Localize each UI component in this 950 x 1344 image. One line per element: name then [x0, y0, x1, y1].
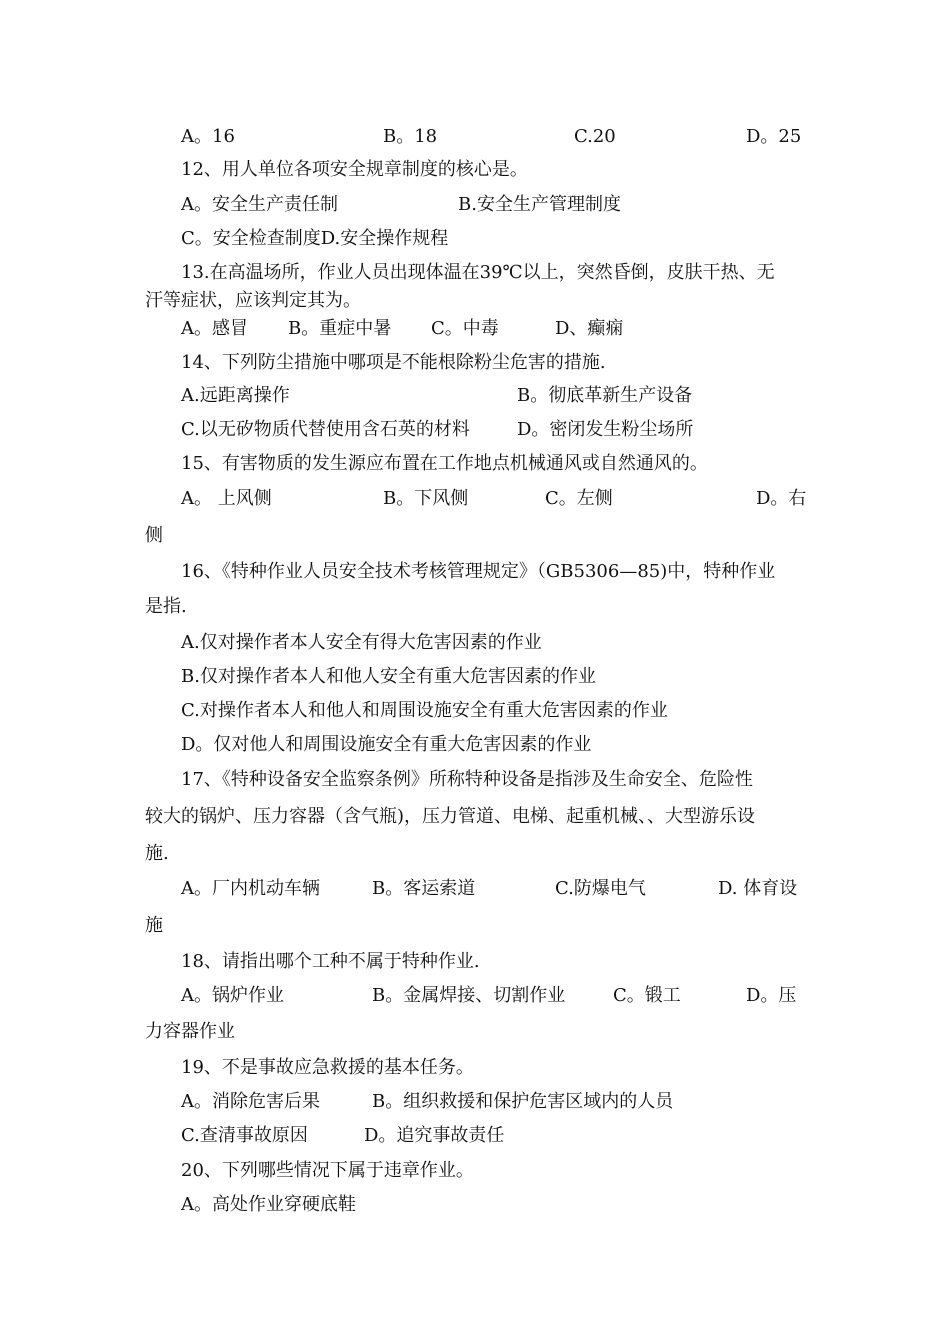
q19-option-d: D。追究事故责任	[364, 1125, 505, 1146]
q13-option-c: C。中毒	[431, 318, 499, 339]
q15-option-d-wrap: 侧	[145, 525, 163, 546]
q11-option-c: C.20	[574, 126, 616, 147]
q18-option-a: A。锅炉作业	[181, 985, 284, 1006]
q20-question: 20、下列哪些情况下属于违章作业。	[181, 1160, 474, 1181]
q14-option-b: B。彻底革新生产设备	[517, 385, 693, 406]
q15-question: 15、有害物质的发生源应布置在工作地点机械通风或自然通风的。	[181, 453, 708, 474]
q14-option-d: D。密闭发生粉尘场所	[517, 419, 694, 440]
q18-question: 18、请指出哪个工种不属于特种作业.	[181, 951, 480, 972]
q12-option-a: A。安全生产责任制	[181, 194, 338, 215]
q12-option-cd: C。安全检查制度D.安全操作规程	[181, 228, 449, 249]
q13-question-line2: 汗等症状，应该判定其为。	[145, 290, 361, 311]
q20-option-a: A。高处作业穿硬底鞋	[181, 1194, 356, 1215]
q14-option-a: A.远距离操作	[181, 385, 290, 406]
q16-option-a: A.仅对操作者本人安全有得大危害因素的作业	[181, 632, 542, 653]
q17-question-line3: 施.	[145, 843, 169, 864]
q19-option-a: A。消除危害后果	[181, 1091, 320, 1112]
q14-question: 14、下列防尘措施中哪项是不能根除粉尘危害的措施.	[181, 352, 606, 373]
q12-option-b: B.安全生产管理制度	[458, 194, 621, 215]
q17-question-line1: 17、《特种设备安全监察条例》所称特种设备是指涉及生命安全、危险性	[181, 769, 753, 790]
q19-question: 19、不是事故应急救援的基本任务。	[181, 1057, 474, 1078]
q13-option-a: A。感冒	[181, 318, 248, 339]
q16-option-b: B.仅对操作者本人和他人安全有重大危害因素的作业	[181, 666, 596, 687]
q17-question-line2: 较大的锅炉、压力容器（含气瓶)，压力管道、电梯、起重机械、、大型游乐设	[145, 806, 756, 827]
q19-option-c: C.查清事故原因	[181, 1125, 308, 1146]
q17-option-d: D. 体育设	[718, 878, 798, 899]
q15-option-c: C。左侧	[545, 488, 613, 509]
q17-option-d-wrap: 施	[145, 915, 163, 936]
q15-option-a: A。 上风侧	[181, 488, 272, 509]
q18-option-d: D。压	[746, 985, 797, 1006]
q18-option-d-wrap: 力容器作业	[145, 1021, 235, 1042]
q18-option-c: C。锻工	[613, 985, 681, 1006]
q16-question-line2: 是指.	[145, 596, 187, 617]
q11-option-b: B。18	[383, 126, 438, 147]
q16-question-line1: 16、《特种作业人员安全技术考核管理规定》（GB5306—85)中，特种作业	[181, 561, 776, 582]
q13-question-line1: 13.在高温场所，作业人员出现体温在39℃以上，突然昏倒，皮肤干热、无	[181, 262, 775, 283]
q13-option-b: B。重症中暑	[288, 318, 392, 339]
q18-option-b: B。金属焊接、切割作业	[372, 985, 566, 1006]
q15-option-b: B。下风侧	[383, 488, 469, 509]
q17-option-b: B。客运索道	[372, 878, 476, 899]
q16-option-d: D。仅对他人和周围设施安全有重大危害因素的作业	[181, 734, 592, 755]
q17-option-a: A。厂内机动车辆	[181, 878, 320, 899]
q17-option-c: C.防爆电气	[555, 878, 646, 899]
q14-option-c: C.以无矽物质代替使用含石英的材料	[181, 419, 470, 440]
q15-option-d: D。右	[756, 488, 807, 509]
q11-option-a: A。16	[181, 126, 235, 147]
q11-option-d: D。25	[746, 126, 802, 147]
q12-question: 12、用人单位各项安全规章制度的核心是。	[181, 159, 528, 180]
q16-option-c: C.对操作者本人和他人和周围设施安全有重大危害因素的作业	[181, 700, 668, 721]
q13-option-d: D、癫痫	[555, 318, 624, 339]
q19-option-b: B。组织救援和保护危害区域内的人员	[372, 1091, 674, 1112]
